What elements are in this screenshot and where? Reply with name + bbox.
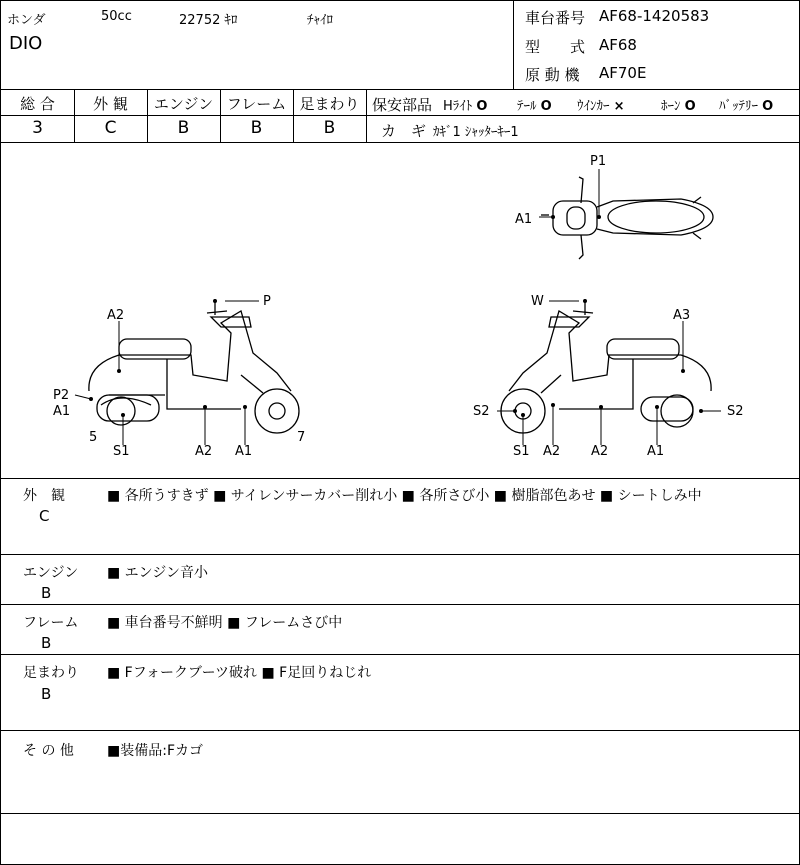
safety-mid-border [367,115,799,116]
mileage [179,9,238,28]
label-left-p: P [263,294,271,309]
type-label: 型 式 [525,38,586,56]
header-divider [513,1,514,89]
label-top-a1: A1 [515,212,533,227]
safety-item-name: Hﾗｲﾄ [443,99,473,114]
displacement: 50cc [101,9,132,24]
model-name: DIO [9,33,43,54]
notes-frame-category: フレーム [23,615,79,631]
mileage-unit: ｷﾛ [224,13,238,28]
grade-overall: 3 [32,118,43,138]
notes-divider [1,730,799,731]
scooter-diagram [1,143,799,477]
notes-frame-grade: B [41,634,52,652]
grade-header-engine: エンジン [153,95,214,113]
notes-divider [1,654,799,655]
grade-engine: B [177,118,190,138]
notes-engine-text: ■ エンジン音小 [107,565,208,581]
grade-mid-border [1,115,367,116]
safety-item-tail [517,95,552,114]
safety-item-mark: O [684,99,696,114]
label-right-s2-left: S2 [473,404,490,419]
notes-suspension-category: 足まわり [23,665,79,681]
label-right-s2-right: S2 [727,404,744,419]
grade-top-border [1,89,799,90]
grade-col-line [366,89,367,142]
safety-item-mark: O [476,99,488,114]
notes-top-border [1,478,799,479]
notes-engine-grade: B [41,584,52,602]
label-right-a1: A1 [647,444,665,459]
safety-item-name: ｳｲﾝｶｰ [577,99,610,114]
mileage-value: 22752 [179,13,221,28]
notes-divider [1,604,799,605]
safety-item-horn [661,95,696,114]
safety-item-headlight [443,95,487,114]
notes-other-text: ■装備品:Fカゴ [107,743,203,759]
notes-frame-text: ■ 車台番号不鮮明 ■ フレームさび中 [107,615,343,631]
grade-appearance: C [104,118,117,138]
notes-appearance-text: ■ 各所うすきず ■ サイレンサーカバー削れ小 ■ 各所さび小 ■ 樹脂部色あせ ■ シートしみ中 [107,488,702,504]
safety-item-mark: O [540,99,552,114]
grade-header-suspension: 足まわり [299,95,360,113]
safety-item-name: ﾎｰﾝ [661,99,681,114]
label-left-5: 5 [89,430,98,445]
engine-label: 原 動 機 [525,66,580,84]
leader-lines [75,169,721,445]
notes-appearance-category: 外 観 [23,488,65,504]
color: ﾁｬｲﾛ [307,13,333,28]
safety-item-mark: O [762,99,774,114]
label-right-a3: A3 [673,308,691,323]
key-value: ｶｷﾞ1 ｼｬｯﾀｰｷｰ1 [433,125,519,140]
safety-item-name: ﾃｰﾙ [517,99,537,114]
safety-item-name: ﾊﾞｯﾃﾘｰ [719,99,758,114]
safety-item-winker [577,95,625,114]
grade-frame: B [250,118,263,138]
label-left-a1-bottom: A1 [235,444,253,459]
engine-model: AF70E [599,64,647,82]
label-right-w: W [531,294,544,309]
top-view-scooter [541,177,713,259]
safety-item-mark: × [613,99,625,114]
label-left-a2-bottom: A2 [195,444,213,459]
notes-suspension-text: ■ Fフォークブーツ破れ ■ F足回りねじれ [107,665,372,681]
label-left-7: 7 [297,430,306,445]
notes-divider [1,813,799,814]
notes-engine-category: エンジン [23,565,79,581]
label-left-p2: P2 [53,388,70,403]
label-left-s1: S1 [113,444,130,459]
grade-suspension: B [323,118,336,138]
damage-dots [89,215,703,417]
label-left-a1-rear: A1 [53,404,71,419]
frame-no: AF68-1420583 [599,7,710,25]
grade-header-appearance: 外 観 [93,95,128,113]
notes-divider [1,554,799,555]
label-right-s1: S1 [513,444,530,459]
grade-header-frame: フレーム [226,95,287,113]
key-label: カ ギ [381,122,427,140]
safety-item-battery [719,95,773,114]
label-right-a2-b: A2 [591,444,609,459]
label-right-a2-a: A2 [543,444,561,459]
notes-appearance-grade: C [39,507,50,525]
notes-suspension-grade: B [41,685,52,703]
label-left-a2: A2 [107,308,125,323]
label-p1: P1 [590,154,607,169]
safety-label: 保安部品 [372,96,433,114]
grade-header-overall: 総 合 [20,95,55,113]
type: AF68 [599,36,637,54]
notes-other-category: そ の 他 [23,743,74,759]
frame-no-label: 車台番号 [525,9,586,27]
maker: ホンダ [7,13,46,28]
